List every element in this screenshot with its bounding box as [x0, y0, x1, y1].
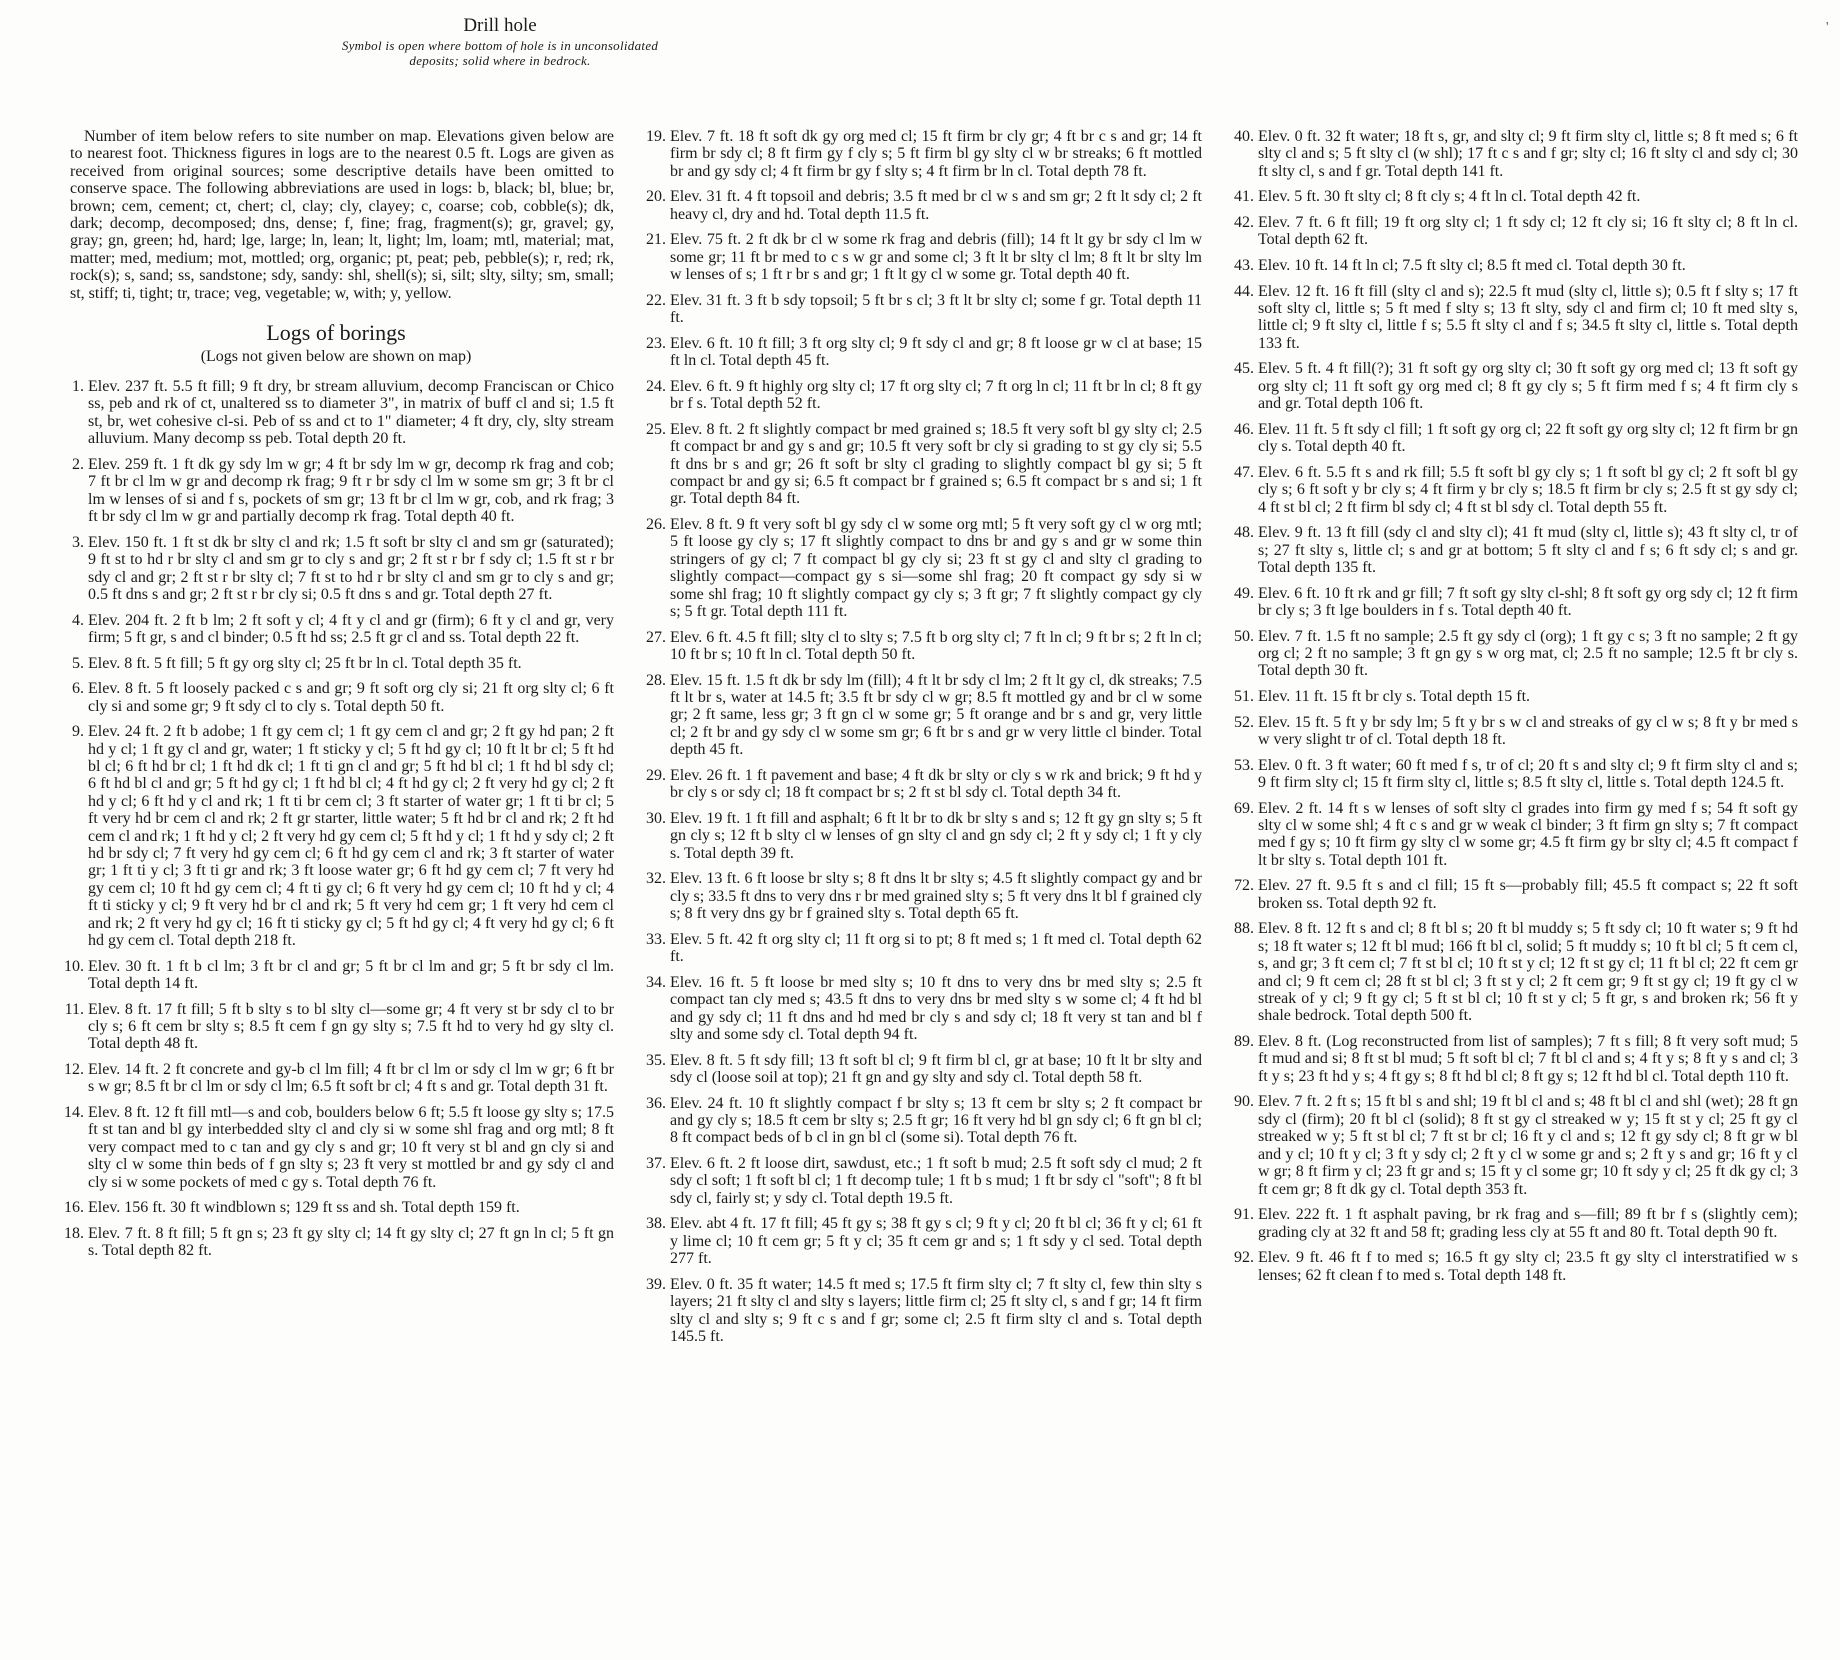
- log-entry-text: Elev. 8 ft. 5 ft loosely packed c s and gr; 9 ft soft org cly si; 21 ft org slty cl; 6 ft cly si and some gr; 9 ft sdy cl to cly s. Total depth 50 ft.: [88, 680, 614, 715]
- log-entry-number: 10.: [64, 957, 84, 975]
- log-entry: [640, 128, 1202, 180]
- log-entry: [640, 1276, 1202, 1346]
- log-entry-number: 46.: [1234, 420, 1254, 438]
- log-entry-number: 22.: [646, 291, 666, 309]
- log-entry-text: Elev. 5 ft. 30 ft slty cl; 8 ft cly s; 4 ft ln cl. Total depth 42 ft.: [1258, 188, 1641, 206]
- edge-mark: ': [1826, 20, 1829, 35]
- log-entry: [1228, 214, 1798, 249]
- log-entry-number: 24.: [646, 377, 666, 395]
- log-entry-text: Elev. 8 ft. 2 ft slightly compact br med grained s; 18.5 ft very soft bl gy slty cl; 2.5 ft compact br and gy s and gr; 10.5 ft very soft br cly si grading to st gy cly si; 5.5 ft dns br s and gr; 26 ft soft br slty cl grading to slightly compact bl gy si; 5 ft compact br and gy si; 6.5 ft compact br f grained s; 6.5 ft compact br s and si; 1 ft gr. Total depth 84 ft.: [670, 420, 1202, 508]
- log-entry-number: 29.: [646, 766, 666, 784]
- log-entry-text: Elev. 7 ft. 18 ft soft dk gy org med cl; 15 ft firm br cly gr; 4 ft br c s and gr; 14 ft firm br sdy cl; 8 ft firm gy f cly s; 5 ft firm bl gy slty cl w br streaks; 6 ft mottled br and gy sdy cl; 4 ft firm br gy f slty s; 4 ft firm br ln cl. Total depth 78 ft.: [670, 128, 1202, 180]
- log-entry-text: Elev. 150 ft. 1 ft st dk br slty cl and rk; 1.5 ft soft br slty cl and sm gr (saturated); 9 ft st to hd r br slty cl and sm gr to cly s and gr; 2 ft st r br f sdy cl; 1.5 ft st r br sdy cl and gr; 2 ft st r br slty cl; 7 ft st to hd r br slty cl and sm gr to cly s and gr; 0.5 ft dns s and gr; 2 ft st r br cly si; 0.5 ft dns s and gr. Total depth 27 ft.: [88, 533, 614, 603]
- log-entry-text: Elev. 30 ft. 1 ft b cl lm; 3 ft br cl and gr; 5 ft br cl lm and gr; 5 ft br sdy cl lm. Total depth 14 ft.: [88, 957, 614, 992]
- log-entry-text: Elev. 75 ft. 2 ft dk br cl w some rk frag and debris (fill); 14 ft lt gy br sdy cl lm w some gr; 11 ft br med to c s w gr and some cl; 3 ft lt br slty cl lm; 8 ft lt br slty lm w lenses of s; 1 ft r br s and gr; 1 ft lt gy cl w some gr. Total depth 40 ft.: [670, 231, 1202, 284]
- log-entry-number: 1.: [72, 378, 84, 396]
- log-entry: [1228, 688, 1798, 705]
- log-entry-number: 52.: [1234, 713, 1254, 731]
- legend-title: Drill hole: [463, 15, 537, 36]
- log-entry-text: Elev. abt 4 ft. 17 ft fill; 45 ft gy s; 38 ft gy s cl; 9 ft y cl; 20 ft bl cl; 36 ft y cl; 61 ft y lime cl; 10 ft cem gr; 5 ft y cl; 35 ft cem gr and s; 1 ft sdy y cl sed. Total depth 277 ft.: [670, 1215, 1202, 1268]
- log-list: [58, 378, 614, 1260]
- log-entry-text: Elev. 8 ft. (Log reconstructed from list of samples); 7 ft s fill; 8 ft very soft mud; 5 ft mud and si; 8 ft st bl mud; 5 ft soft bl cl; 7 ft bl cl and s; 4 ft y s; 8 ft y s and cl; 3 ft y s; 23 ft hd y s; 4 ft gy s; 8 ft hd bl cl; 8 ft gy s; 12 ft hd bl cl. Total depth 110 ft.: [1258, 1033, 1798, 1085]
- log-entry-number: 48.: [1234, 524, 1254, 542]
- log-entry-number: 41.: [1234, 188, 1254, 206]
- log-entry-number: 35.: [646, 1051, 666, 1069]
- log-entry: [58, 1104, 614, 1191]
- logs-subtitle: (Logs not given below are shown on map): [200, 348, 472, 366]
- log-entry-text: Elev. 19 ft. 1 ft fill and asphalt; 6 ft lt br to dk br slty s and s; 12 ft gy gn slty s; 5 ft gn cly s; 12 ft b slty cl w lenses of gn slty cl and gn sdy cl; 2 ft y sdy cl; 1 ft y cly s. Total depth 39 ft.: [670, 809, 1202, 862]
- log-entry-number: 12.: [64, 1060, 84, 1078]
- log-entry: [640, 335, 1202, 370]
- log-entry: [640, 767, 1202, 802]
- log-entry-text: Elev. 9 ft. 13 ft fill (sdy cl and slty cl); 41 ft mud (slty cl, little s); 43 ft slty cl, tr of s; 27 ft slty s, little cl; s and gr at bottom; 5 ft slty cl and f s; 6 ft sdy cl; s and gr. Total depth 135 ft.: [1258, 524, 1798, 577]
- log-entry-text: Elev. 11 ft. 15 ft br cly s. Total depth 15 ft.: [1258, 688, 1531, 706]
- log-entry: [640, 974, 1202, 1044]
- log-entry-number: 92.: [1234, 1249, 1254, 1267]
- log-entry-number: 51.: [1234, 688, 1254, 706]
- log-entry: [58, 378, 614, 448]
- log-entry-number: 26.: [646, 516, 666, 534]
- log-entry: [58, 456, 614, 526]
- log-entry: [640, 672, 1202, 759]
- log-entry-number: 90.: [1234, 1093, 1254, 1111]
- log-entry-number: 47.: [1234, 463, 1254, 481]
- legend-caption-line-2: deposits; solid where in bedrock.: [409, 53, 591, 68]
- log-entry-number: 6.: [72, 680, 84, 698]
- log-entry: [640, 1095, 1202, 1147]
- log-entry-text: Elev. 7 ft. 6 ft fill; 19 ft org slty cl; 1 ft sdy cl; 12 ft cly si; 16 ft slty cl; 8 ft ln cl. Total depth 62 ft.: [1258, 214, 1798, 249]
- log-entry-text: Elev. 8 ft. 9 ft very soft bl gy sdy cl w some org mtl; 5 ft very soft gy cl w org mtl; 5 ft loose gy cly s; 17 ft slightly compact to dns br and gy s and gr w some thin stringers of gy cl; 7 ft compact bl gy cly si; 23 ft st gy cl and slty cl grading to slightly compact—compact gy s si—some shl frag; 20 ft compact gy sdy si w some shl frag; 10 ft slightly compact gy cly s; 3 ft gr; 7 ft slightly compact gy cly s; 5 ft gr. Total depth 111 ft.: [670, 516, 1202, 621]
- log-entry-number: 42.: [1234, 214, 1254, 231]
- log-entry: [640, 1215, 1202, 1267]
- log-entry-text: Elev. 6 ft. 10 ft fill; 3 ft org slty cl; 9 ft sdy cl and gr; 8 ft loose gr w cl at base; 15 ft ln cl. Total depth 45 ft.: [670, 334, 1202, 370]
- log-entry-text: Elev. 24 ft. 2 ft b adobe; 1 ft gy cem cl; 1 ft gy cem cl and gr; 2 ft gy hd pan; 2 ft hd y cl; 1 ft gy cl and gr, water; 1 ft sticky y cl; 5 ft hd gy cl; 10 ft lt br cl; 5 ft hd bl cl; 6 ft hd br cl; 1 ft hd dk cl; 1 ft ti gn cl and gr; 5 ft hd bl cl; 1 ft hd bl sdy cl; 6 ft hd bl cl and gr; 5 ft hd gy cl; 1 ft hd bl cl; 4 ft hd gy cl; 2 ft very hd gy cl; 2 ft hd y cl; 6 ft hd y cl and rk; 1 ft ti br cem cl; 3 ft starter of water gr; 1 ft ti br cl; 5 ft very hd br cem cl and rk; 2 ft gr starter, little water; 5 ft hd br cl and rk; 2 ft hd cem cl and rk; 1 ft hd y cl; 2 ft very hd gy cem cl; 5 ft hd y cl; 1 ft hd y sdy cl; 2 ft hd br sdy cl; 7 ft very hd gy cem cl; 6 ft hd gy cem cl and rk; 3 ft starter of water gr; 1 ft ti y cl; 3 ft ti gr and rk; 3 ft loose water gr; 6 ft hd gy cem cl; 7 ft very hd gy cem cl; 10 ft hd gy cem cl; 4 ft ti gy cl; 6 ft very hd gy cem cl; 10 ft hd y cl; 4 ft ti sticky y cl; 9 ft very hd br cl and rk; 5 ft very hd cem gr; 1 ft very hd cem cl and rk; 2 ft very hd gy cl; 16 ft ti sticky gy cl; 5 ft hd gy cl; 4 ft very hd gy cl; 6 ft hd gy cem cl. Total depth 218 ft.: [88, 723, 614, 949]
- log-entry: [640, 231, 1202, 283]
- legend-caption-line-1: Symbol is open where bottom of hole is in unconsolidated: [341, 38, 659, 53]
- log-entry: [1228, 1249, 1798, 1284]
- log-entry: [1228, 524, 1798, 576]
- log-entry: [58, 680, 614, 715]
- log-entry-text: Elev. 7 ft. 1.5 ft no sample; 2.5 ft gy sdy cl (org); 1 ft gy c s; 3 ft no sample; 2 ft gy org cl; 2 ft no sample; 3 ft gn gy s w org mat, cl; 2.5 ft no sample; 12.5 ft br cly s. Total depth 30 ft.: [1258, 627, 1798, 680]
- log-entry: [1228, 360, 1798, 412]
- log-entry: [640, 421, 1202, 508]
- log-entry-text: Elev. 16 ft. 5 ft loose br med slty s; 10 ft dns to very dns br med slty s; 2.5 ft compact tan cly med s; 43.5 ft dns to very dns br med slty s w some cl; 4 ft hd bl and gy sdy cl; 11 ft dns and hd med br cly s and sdy cl; 18 ft very st tan and bl f slty and some sdy cl. Total depth 94 ft.: [670, 973, 1202, 1043]
- log-entry: [1228, 920, 1798, 1024]
- log-entry-text: Elev. 8 ft. 12 ft fill mtl—s and cob, boulders below 6 ft; 5.5 ft loose gy slty s; 17.5 ft st tan and bl gy interbedded slty cl and cly si w some shl frag and org mtl; 8 ft very compact med to c tan and gy cly s and gr; 10 ft very st bl and gn cly si and slty cl w some thin beds of f gn slty s; 23 ft very st mottled br and gy sdy cl and cly si w some pockets of med c gy s. Total depth 76 ft.: [88, 1103, 615, 1191]
- log-entry-number: 23.: [646, 334, 666, 352]
- log-entry: [1228, 257, 1798, 274]
- log-entry-text: Elev. 5 ft. 4 ft fill(?); 31 ft soft gy org slty cl; 30 ft soft gy org med cl; 13 ft soft gy org slty cl; 11 ft soft gy org med cl; 8 ft gy cly s; 5 ft firm med f s; 4 ft firm cly s and gr. Total depth 106 ft.: [1258, 360, 1798, 413]
- log-entry-number: 14.: [64, 1103, 84, 1121]
- log-entry: [1228, 464, 1798, 516]
- log-entry-number: 32.: [646, 870, 666, 888]
- log-entry-text: Elev. 156 ft. 30 ft windblown s; 129 ft ss and sh. Total depth 159 ft.: [88, 1199, 520, 1217]
- log-list: [640, 128, 1202, 1345]
- log-entry: [1228, 188, 1798, 205]
- log-entry-number: 19.: [646, 128, 666, 145]
- log-entry: [58, 1199, 614, 1216]
- log-entry-text: Elev. 8 ft. 17 ft fill; 5 ft b slty s to bl slty cl—some gr; 4 ft very st br sdy cl to br cly s; 6 ft cem br slty s; 8.5 ft cem f gn gy slty s; 7.5 ft hd to very hd gy slty cl. Total depth 48 ft.: [88, 1000, 614, 1053]
- log-entry: [640, 931, 1202, 966]
- log-entry-text: Elev. 15 ft. 5 ft y br sdy lm; 5 ft y br s w cl and streaks of gy cl w s; 8 ft y br med s w very slight tr of cl. Total depth 18 ft.: [1258, 713, 1798, 749]
- log-entry-number: 49.: [1234, 584, 1254, 602]
- column-2: [640, 128, 1202, 1354]
- log-entry: [58, 1001, 614, 1053]
- log-entry: [58, 1061, 614, 1096]
- log-entry-text: Elev. 6 ft. 4.5 ft fill; slty cl to slty s; 7.5 ft b org slty cl; 7 ft ln cl; 9 ft br s; 2 ft ln cl; 10 ft br s; 10 ft ln cl. Total depth 50 ft.: [670, 628, 1202, 664]
- log-entry: [640, 870, 1202, 922]
- log-entry: [58, 534, 614, 604]
- log-entry: [1228, 1206, 1798, 1241]
- log-entry: [58, 655, 614, 672]
- log-entry-number: 89.: [1234, 1033, 1254, 1051]
- log-entry: [58, 1225, 614, 1260]
- log-entry-text: Elev. 222 ft. 1 ft asphalt paving, br rk frag and s—fill; 89 ft br f s (slightly cem); grading cly at 32 ft and 58 ft; grading less cly at 55 ft and 80 ft. Total depth 90 ft.: [1258, 1206, 1798, 1241]
- log-entry-text: Elev. 6 ft. 2 ft loose dirt, sawdust, etc.; 1 ft soft b mud; 2.5 ft soft sdy cl mud; 2 ft sdy cl soft; 1 ft soft bl cl; 1 ft decomp tule; 1 ft b s mud; 1 ft br sdy cl "soft"; 8 ft bl sdy cl, fairly st; y sdy cl. Total depth 19.5 ft.: [670, 1154, 1202, 1207]
- log-entry-number: 40.: [1234, 128, 1254, 145]
- log-entry-text: Elev. 8 ft. 5 ft sdy fill; 13 ft soft bl cl; 9 ft firm bl cl, gr at base; 10 ft lt br slty and sdy cl (loose soil at top); 21 ft gn and gy slty and sdy cl. Total depth 58 ft.: [670, 1051, 1202, 1086]
- log-entry-number: 43.: [1234, 257, 1254, 274]
- log-entry-number: 28.: [646, 671, 666, 689]
- log-entry-text: Elev. 204 ft. 2 ft b lm; 2 ft soft y cl; 4 ft y cl and gr (firm); 6 ft y cl and gr, very firm; 5 ft gr, s and cl binder; 0.5 ft hd ss; 2.5 ft gr cl and ss. Total depth 22 ft.: [88, 611, 614, 646]
- log-entry-text: Elev. 259 ft. 1 ft dk gy sdy lm w gr; 4 ft br sdy lm w gr, decomp rk frag and cob; 7 ft br cl lm w gr and decomp rk frag; 9 ft r br sdy cl lm w some sm gr; 3 ft br cl lm w lenses of si and f s, pockets of sm gr; 13 ft br cl lm w gr, cob, and rk frag; 3 ft br sdy cl lm w gr and partially decomp rk frag. Total depth 40 ft.: [88, 455, 614, 526]
- log-entry: [1228, 714, 1798, 749]
- log-entry-text: Elev. 5 ft. 42 ft org slty cl; 11 ft org si to pt; 8 ft med s; 1 ft med cl. Total depth 62 ft.: [670, 930, 1202, 966]
- log-entry: [640, 188, 1202, 223]
- log-entry-text: Elev. 10 ft. 14 ft ln cl; 7.5 ft slty cl; 8.5 ft med cl. Total depth 30 ft.: [1258, 257, 1686, 274]
- logs-title: Logs of borings: [266, 320, 406, 346]
- log-entry-number: 50.: [1234, 627, 1254, 645]
- log-entry-number: 2.: [72, 455, 84, 473]
- log-entry-number: 33.: [646, 930, 666, 948]
- log-entry: [58, 958, 614, 993]
- log-entry: [640, 292, 1202, 327]
- log-entry-number: 3.: [72, 533, 84, 551]
- log-entry-text: Elev. 7 ft. 8 ft fill; 5 ft gn s; 23 ft gy slty cl; 14 ft gy slty cl; 27 ft gn ln cl; 5 ft gn s. Total depth 82 ft.: [88, 1224, 614, 1260]
- log-entry: [1228, 421, 1798, 456]
- log-entry-number: 44.: [1234, 282, 1254, 300]
- log-entry-text: Elev. 8 ft. 12 ft s and cl; 8 ft bl s; 20 ft bl muddy s; 5 ft sdy cl; 10 ft water s; 9 ft hd s; 18 ft water s; 12 ft bl mud; 166 ft bl cl, solid; 5 ft muddy s; 10 ft bl cl; 5 ft cem cl, s, and gr; 3 ft cem cl; 7 ft st bl cl; 10 ft st y cl; 12 ft st gy cl; 11 ft bl cl; 22 ft cem gr and cl; 9 ft cem cl; 28 ft st bl cl; 3 ft st y cl; 2 ft cem gr; 9 ft st gy cl; 19 ft gy cl w streak of y cl; 9 ft gy cl; 5 ft st bl cl; 10 ft st y cl; 5 ft gr, s and broken rk; 56 ft y shale bedrock. Total depth 500 ft.: [1258, 920, 1798, 1025]
- log-entry-number: 21.: [646, 231, 666, 249]
- log-entry-number: 69.: [1234, 799, 1254, 817]
- log-entry-number: 27.: [646, 628, 666, 646]
- log-entry-number: 11.: [64, 1000, 84, 1018]
- log-entry: [1228, 1033, 1798, 1085]
- log-entry-number: 38.: [646, 1215, 666, 1233]
- log-entry-text: Elev. 237 ft. 5.5 ft fill; 9 ft dry, br stream alluvium, decomp Franciscan or Chico ss, peb and rk of ct, unaltered ss to diameter 3", in matrix of buff cl and si; 1.5 ft st, br, wet cohesive cl-si. Peb of ss and ct to 1" diameter; 4 ft dry, cly, slty stream alluvium. Many decomp ss peb. Total depth 20 ft.: [88, 378, 614, 448]
- log-entry-number: 16.: [64, 1199, 84, 1217]
- log-entry-text: Elev. 12 ft. 16 ft fill (slty cl and s); 22.5 ft mud (slty cl, little s); 0.5 ft f slty s; 17 ft soft slty cl, little s; 5 ft med f slty s; 13 ft slty, sdy cl and firm cl; 10 ft med slty s, little cl; 9 ft slty cl, little f s; 5.5 ft slty cl and f s; 34.5 ft slty cl, little s. Total depth 133 ft.: [1258, 282, 1798, 352]
- log-entry-text: Elev. 7 ft. 2 ft s; 15 ft bl s and shl; 19 ft bl cl and s; 48 ft bl cl and shl (wet); 28 ft gn sdy cl (firm); 20 ft bl cl (solid); 8 ft st gy cl streaked w y; 15 ft st y cl; 25 ft gy cl streaked w y; 5 ft st bl cl; 7 ft st br cl; 16 ft y cl and s; 12 ft gy sdy cl; 8 ft gr w bl and y cl; 10 ft y cl; 3 ft y sdy cl; 2 ft y cl w some gr and s; 2 ft y s and gr; 16 ft y cl w gr; 8 ft firm y cl; 23 ft gr and s; 15 ft y cl some gr; 10 ft sdy y cl; 25 ft dk gy cl; 3 ft cem gr; 8 ft dk gy cl. Total depth 353 ft.: [1258, 1093, 1798, 1198]
- log-entry: [640, 1052, 1202, 1087]
- log-entry: [640, 810, 1202, 862]
- log-entry: [1228, 128, 1798, 180]
- log-list: [1228, 128, 1798, 1284]
- log-entry: [58, 723, 614, 949]
- log-entry-text: Elev. 8 ft. 5 ft fill; 5 ft gy org slty cl; 25 ft br ln cl. Total depth 35 ft.: [88, 654, 522, 672]
- log-entry: [1228, 1093, 1798, 1197]
- log-entry-text: Elev. 0 ft. 35 ft water; 14.5 ft med s; 17.5 ft firm slty cl; 7 ft slty cl, few thin slty s layers; 21 ft slty cl and slty s layers; little firm cl; 25 ft slty cl, s and f gr; 14 ft firm slty cl and slty s; 9 ft c s and f gr; some cl; 2.5 ft firm slty cl and s. Total depth 145.5 ft.: [670, 1275, 1202, 1345]
- log-entry: [1228, 585, 1798, 620]
- intro-paragraph: Number of item below refers to site number on map. Elevations given below are to nearest foot. Thickness figures in logs are to the nearest 0.5 ft. Logs are given as received from original sources; some descriptive details have been omitted to conserve space. The following abbreviations are used in logs: b, black; bl, blue; br, brown; cem, cement; ct, chert; cl, clay; cly, clayey; c, coarse; cob, cobble(s); dk, dark; decomp, decomposed; dns, dense; f, fine; frag, fragment(s); gr, gravel; gy, gray; gn, green; hd, hard; lge, large; ln, lean; lt, light; lm, loam; mtl, material; mat, matter; med, medium; mot, mottled; org, organic; pt, peat; peb, pebble(s); r, red; rk, rock(s); s, sand; ss, sandstone; sdy, sandy: shl, shell(s); si, silt; slty, silty; sm, small; st, stiff; ti, tight; tr, trace; veg, vegetable; w, with; y, yellow.: [70, 128, 614, 302]
- log-entry: [640, 378, 1202, 413]
- log-entry-text: Elev. 2 ft. 14 ft s w lenses of soft slty cl grades into firm gy med f s; 54 ft soft gy slty cl w some shl; 4 ft c s and gr w weak cl binder; 3 ft firm gn slty s; 7 ft compact med f gy s; 10 ft firm gy slty cl w some gr; 4.5 ft firm gy br slty cl; 4.5 ft compact f lt br slty s. Total depth 101 ft.: [1258, 799, 1798, 869]
- log-entry-text: Elev. 26 ft. 1 ft pavement and base; 4 ft dk br slty or cly s w rk and brick; 9 ft hd y br cly s or sdy cl; 18 ft compact br s; 2 ft st bl sdy cl. Total depth 34 ft.: [670, 766, 1202, 802]
- log-entry: [640, 629, 1202, 664]
- log-entry: [1228, 757, 1798, 792]
- symbol-legend: [220, 14, 780, 68]
- log-entry-number: 88.: [1234, 920, 1254, 938]
- log-entry-number: 72.: [1234, 877, 1254, 895]
- log-entry: [1228, 877, 1798, 912]
- log-entry-text: Elev. 24 ft. 10 ft slightly compact f br slty s; 13 ft cem br slty s; 2 ft compact br and gy cly s; 18.5 ft cem br slty s; 2.5 ft gr; 16 ft very hd bl gn sdy cl; 6 ft gn bl cl; 8 ft compact beds of b cl in gn bl cl (some si). Total depth 76 ft.: [670, 1094, 1202, 1147]
- log-entry-text: Elev. 6 ft. 10 ft rk and gr fill; 7 ft soft gy slty cl-shl; 8 ft soft gy org sdy cl; 12 ft firm br cly s; 3 ft lge boulders in f s. Total depth 40 ft.: [1258, 584, 1798, 620]
- log-entry: [1228, 628, 1798, 680]
- log-entry-text: Elev. 6 ft. 5.5 ft s and rk fill; 5.5 ft soft bl gy cly s; 1 ft soft bl gy cl; 2 ft soft bl gy cly s; 6 ft soft y br cly s; 4 ft firm y br cly s; 18.5 ft firm br cly s; 2.5 ft st gy sdy cl; 4 ft st bl cl; 2 ft firm bl sdy cl; 4 ft st bl sdy cl. Total depth 55 ft.: [1258, 463, 1798, 516]
- log-entry: [1228, 800, 1798, 870]
- log-entry-number: 36.: [646, 1094, 666, 1112]
- log-entry-text: Elev. 0 ft. 3 ft water; 60 ft med f s, tr of cl; 20 ft s and slty cl; 9 ft firm slty cl and s; 9 ft firm slty cl; 15 ft firm slty cl, little s; 8.5 ft slty cl, little s. Total depth 124.5 ft.: [1258, 756, 1798, 792]
- log-entry-number: 91.: [1234, 1206, 1254, 1224]
- log-entry-text: Elev. 14 ft. 2 ft concrete and gy-b cl lm fill; 4 ft br cl lm or sdy cl lm w gr; 6 ft br s w gr; 8.5 ft br cl lm or sdy cl lm; 6.5 ft soft br cl; 4 ft s and gr. Total depth 31 ft.: [88, 1060, 614, 1096]
- log-entry-text: Elev. 11 ft. 5 ft sdy cl fill; 1 ft soft gy org cl; 22 ft soft gy org slty cl; 12 ft firm br gn cly s. Total depth 40 ft.: [1258, 420, 1798, 456]
- log-entry-number: 34.: [646, 973, 666, 991]
- log-entry-number: 5.: [72, 654, 84, 672]
- log-entry: [1228, 283, 1798, 353]
- column-1: [58, 128, 614, 1268]
- log-entry-number: 20.: [646, 188, 666, 206]
- log-entry-text: Elev. 13 ft. 6 ft loose br slty s; 8 ft dns lt br slty s; 4.5 ft slightly compact gy and br cly s; 33.5 ft dns to very dns r br med grained slty s; 5 ft very dns lt bl f grained cly s; 8 ft very dns gy br f grained slty s. Total depth 65 ft.: [670, 870, 1202, 923]
- log-entry-number: 4.: [72, 611, 84, 629]
- log-entry-number: 53.: [1234, 756, 1254, 774]
- log-entry-number: 30.: [646, 809, 666, 827]
- log-entry-number: 45.: [1234, 360, 1254, 378]
- log-entry-text: Elev. 6 ft. 9 ft highly org slty cl; 17 ft org slty cl; 7 ft org ln cl; 11 ft br ln cl; 8 ft gy br f s. Total depth 52 ft.: [670, 377, 1202, 413]
- log-entry-text: Elev. 27 ft. 9.5 ft s and cl fill; 15 ft s—probably fill; 45.5 ft compact s; 22 ft soft broken ss. Total depth 92 ft.: [1258, 877, 1798, 912]
- log-entry: [58, 612, 614, 647]
- column-3: [1228, 128, 1798, 1292]
- log-entry-text: Elev. 15 ft. 1.5 ft dk br sdy lm (fill); 4 ft lt br sdy cl lm; 2 ft lt gy cl, dk streaks; 7.5 ft lt br s, water at 14.5 ft; 3.5 ft br sdy cl w gr; 8.5 ft mottled gy and br cl w some gr; 2 ft same, less gr; 3 ft gn cl w some gr; 5 ft orange and br s and gr, very little cl; 2 ft br and gy sdy cl w some sm gr; 6 ft br s and gr w very little cl binder. Total depth 45 ft.: [670, 671, 1202, 759]
- log-entry-number: 9.: [72, 723, 84, 741]
- log-entry-text: Elev. 31 ft. 4 ft topsoil and debris; 3.5 ft med br cl w s and sm gr; 2 ft lt sdy cl; 2 ft heavy cl, dry and hd. Total depth 11.5 ft.: [670, 188, 1202, 223]
- log-entry-number: 39.: [646, 1275, 666, 1293]
- log-entry-text: Elev. 9 ft. 46 ft f to med s; 16.5 ft gy slty cl; 23.5 ft gy slty cl interstratified w s lenses; 62 ft clean f to med s. Total depth 148 ft.: [1258, 1249, 1798, 1284]
- log-entry: [640, 1155, 1202, 1207]
- log-entry-text: Elev. 31 ft. 3 ft b sdy topsoil; 5 ft br s cl; 3 ft lt br slty cl; some f gr. Total depth 11 ft.: [670, 291, 1202, 327]
- log-entry-number: 37.: [646, 1154, 666, 1172]
- log-entry-number: 25.: [646, 420, 666, 438]
- log-entry-number: 18.: [64, 1224, 84, 1242]
- log-entry: [640, 516, 1202, 620]
- log-entry-text: Elev. 0 ft. 32 ft water; 18 ft s, gr, and slty cl; 9 ft firm slty cl, little s; 8 ft med s; 6 ft slty cl and s; 5 ft slty cl (w shl); 17 ft c s and f gr; slty cl; 16 ft slty cl and sdy cl; 30 ft slty cl, s and f gr. Total depth 141 ft.: [1258, 128, 1798, 180]
